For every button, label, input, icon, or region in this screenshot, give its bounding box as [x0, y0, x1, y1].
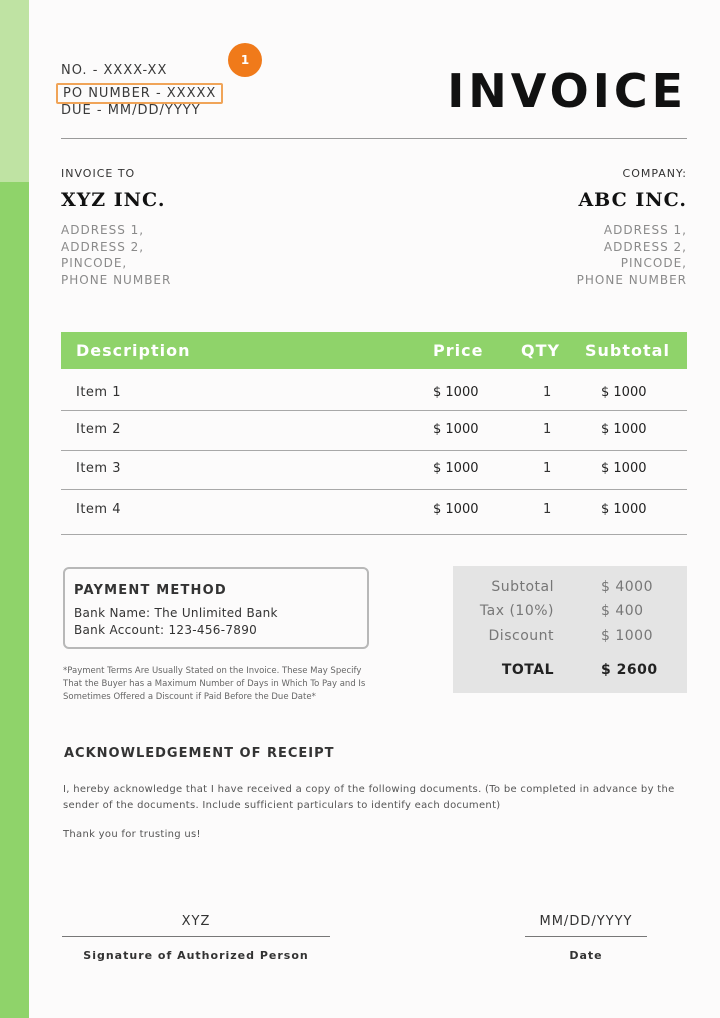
- payment-terms-note: *Payment Terms Are Usually Stated on the Invoice. These May Specify That the Buyer has a Maximum Number of Days in Which To Pay and Is Sometimes Offered a Discount if Paid Before the Due Date*: [63, 666, 366, 702]
- invoice-to-block: [61, 167, 171, 288]
- side-stripe-light: [0, 0, 29, 182]
- subtotal-label: Subtotal: [491, 579, 554, 595]
- row-price: $ 1000: [433, 461, 479, 476]
- payment-method-title: PAYMENT METHOD: [74, 583, 227, 598]
- header-subtotal: Subtotal: [585, 341, 670, 360]
- payment-method-box: [63, 567, 369, 649]
- address-line: PINCODE,: [61, 256, 128, 270]
- row-subtotal: $ 1000: [601, 461, 647, 476]
- row-price: $ 1000: [433, 422, 479, 437]
- company-label: COMPANY:: [622, 167, 687, 180]
- row-qty: 1: [543, 502, 552, 517]
- row-description: Item 1: [76, 385, 121, 400]
- discount-value: $ 1000: [601, 628, 653, 644]
- total-value: $ 2600: [601, 662, 658, 678]
- address-line: ADDRESS 1,: [603, 223, 687, 237]
- date-caption: Date: [569, 949, 603, 962]
- tax-label: Tax (10%): [479, 603, 554, 619]
- due-date: DUE - MM/DD/YYYY: [61, 103, 201, 118]
- address-line: PHONE NUMBER: [576, 272, 687, 287]
- invoice-number: NO. - XXXX-XX: [61, 63, 168, 78]
- thank-you-note: Thank you for trusting us!: [63, 829, 201, 840]
- acknowledgement-title: ACKNOWLEDGEMENT OF RECEIPT: [64, 746, 335, 761]
- address-line: ADDRESS 2,: [61, 239, 145, 254]
- header-description: Description: [76, 341, 191, 360]
- row-price: $ 1000: [433, 385, 479, 400]
- side-stripe: [0, 182, 29, 1018]
- tax-value: $ 400: [601, 603, 644, 619]
- header-price: Price: [433, 341, 484, 360]
- acknowledgement-text: I, hereby acknowledge that I have received a copy of the following documents. (To be completed in advance by the sender of the documents. Include sufficient particulars to identify each document): [63, 784, 675, 811]
- total-label: TOTAL: [501, 662, 554, 678]
- table-row: [61, 411, 687, 451]
- row-qty: 1: [543, 385, 552, 400]
- signature-date[interactable]: MM/DD/YYYY: [539, 914, 633, 929]
- totals-box: [453, 566, 687, 693]
- signature-caption: Signature of Authorized Person: [83, 949, 309, 962]
- address-line: PINCODE,: [620, 256, 687, 270]
- header-qty: QTY: [521, 341, 561, 360]
- address-line: ADDRESS 2,: [603, 239, 687, 254]
- table-row: [61, 490, 687, 535]
- address-line: PHONE NUMBER: [61, 272, 172, 287]
- table-row: [61, 451, 687, 490]
- row-description: Item 3: [76, 461, 121, 476]
- invoice-to-address: [61, 222, 171, 288]
- invoice-title: INVOICE: [447, 64, 687, 118]
- signature-name[interactable]: XYZ: [181, 914, 211, 929]
- bank-name: Bank Name: The Unlimited Bank: [74, 606, 278, 620]
- company-address: [577, 222, 687, 288]
- header-divider: [61, 138, 687, 139]
- row-subtotal: $ 1000: [601, 502, 647, 517]
- annotation-badge[interactable]: 1: [228, 43, 262, 77]
- row-description: Item 4: [76, 502, 121, 517]
- company-block: [577, 167, 687, 288]
- row-description: Item 2: [76, 422, 121, 437]
- bank-account: Bank Account: 123-456-7890: [74, 623, 258, 637]
- address-line: ADDRESS 1,: [61, 223, 145, 237]
- company-name: ABC INC.: [578, 189, 687, 211]
- row-qty: 1: [543, 422, 552, 437]
- row-qty: 1: [543, 461, 552, 476]
- signature-line: [62, 936, 330, 937]
- invoice-to-name: XYZ INC.: [61, 189, 166, 211]
- subtotal-value: $ 4000: [601, 579, 653, 595]
- row-subtotal: $ 1000: [601, 385, 647, 400]
- discount-label: Discount: [488, 628, 554, 644]
- po-number-field[interactable]: PO NUMBER - XXXXX: [56, 83, 223, 104]
- row-subtotal: $ 1000: [601, 422, 647, 437]
- date-line: [525, 936, 647, 937]
- items-table-header: [61, 332, 687, 369]
- table-row: [61, 369, 687, 411]
- row-price: $ 1000: [433, 502, 479, 517]
- invoice-to-label: INVOICE TO: [61, 167, 136, 180]
